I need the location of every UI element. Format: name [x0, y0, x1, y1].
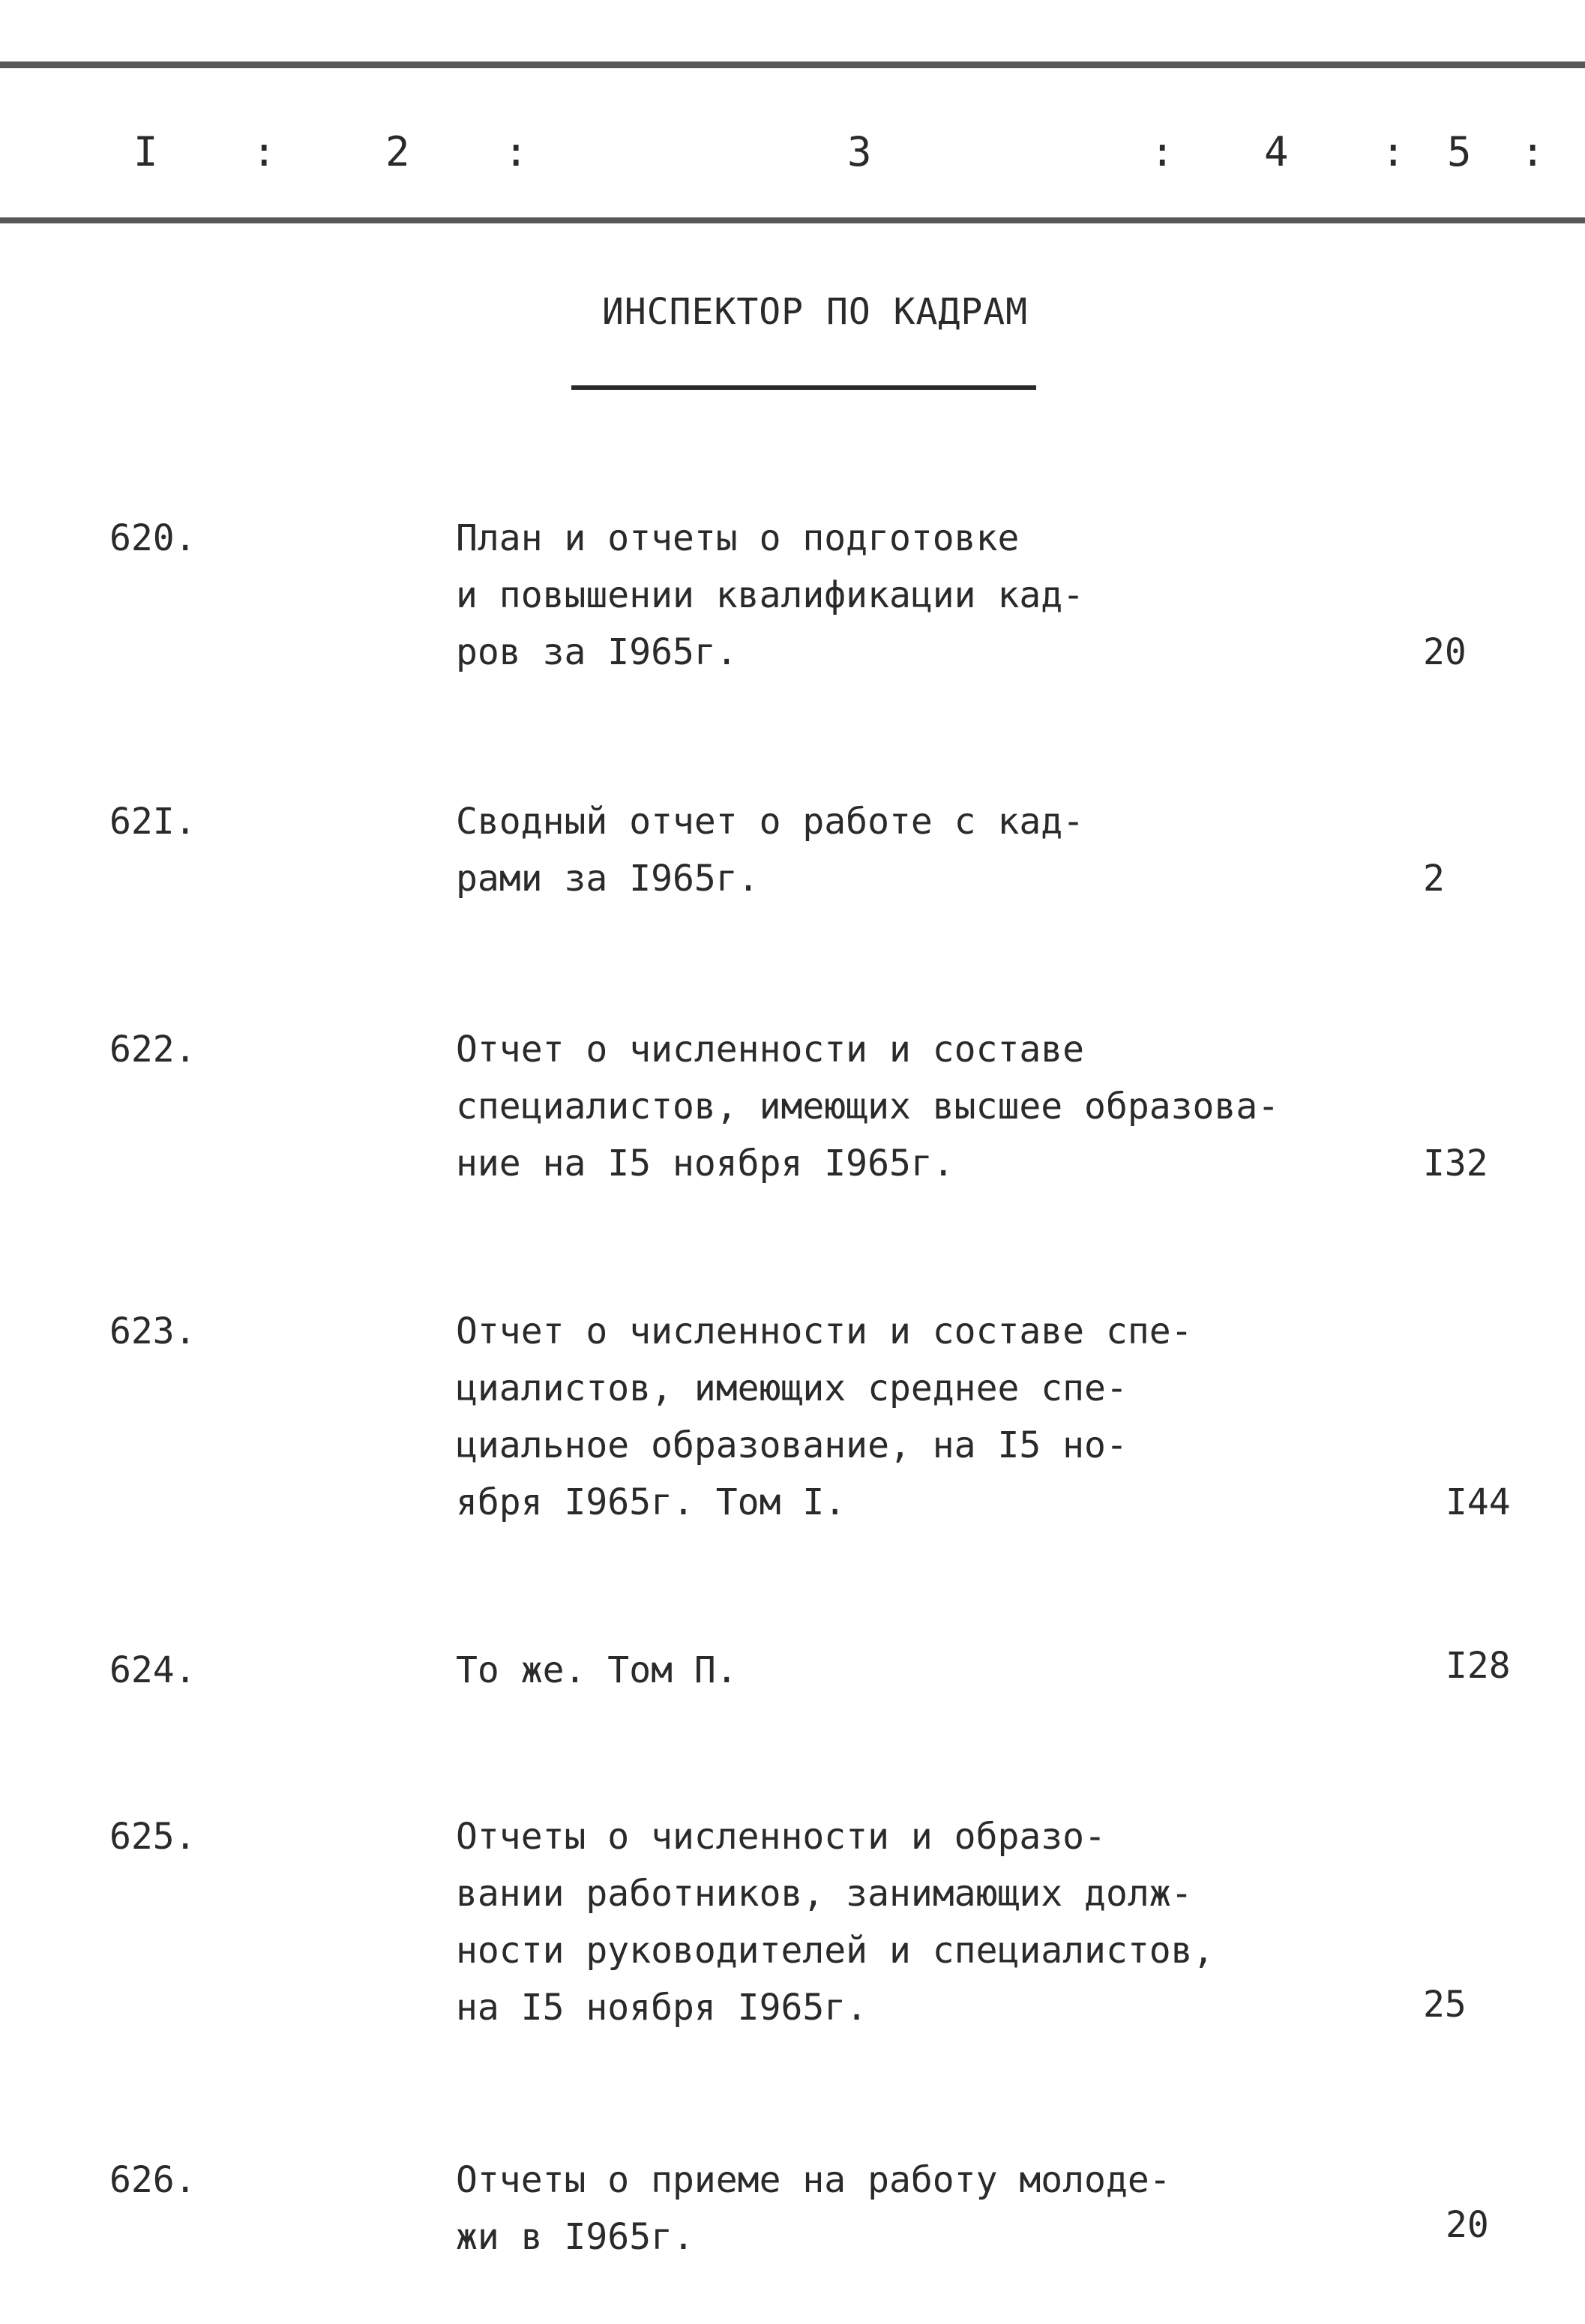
- entry-number: 622.: [109, 1029, 196, 1071]
- entry-line: специалистов, имеющих высшее образова-: [456, 1086, 1280, 1128]
- header-rule-top: [0, 61, 1585, 68]
- entry-line: циальное образование, на I5 но-: [456, 1424, 1128, 1466]
- header-rule-bottom: [0, 217, 1585, 223]
- heading-underline: [571, 385, 1036, 390]
- entry-sheet-count: I32: [1423, 1143, 1488, 1184]
- entry-line: рами за I965г.: [456, 858, 760, 900]
- entry-line: Отчет о численности и составе спе-: [456, 1310, 1193, 1352]
- entry-description: [456, 1808, 1356, 2036]
- column-header-5: 5: [1447, 128, 1472, 175]
- entry-number: 623.: [109, 1310, 196, 1352]
- entry-line: ров за I965г.: [456, 631, 738, 673]
- entry-number: 624.: [109, 1649, 196, 1691]
- entry-line: ября I965г. Том I.: [456, 1481, 846, 1523]
- entry-number: 626.: [109, 2159, 196, 2201]
- entry-description: [456, 1303, 1356, 1531]
- entry-line: Сводный отчет о работе с кад-: [456, 801, 1085, 843]
- entry-line: жи в I965г.: [456, 2216, 694, 2258]
- entry-sheet-count: 20: [1423, 631, 1467, 673]
- entry-description: [456, 2152, 1356, 2266]
- entry-sheet-count: 20: [1446, 2204, 1489, 2246]
- entry-sheet-count: 25: [1423, 1984, 1467, 2026]
- column-separator: :: [252, 128, 277, 175]
- column-separator: :: [1150, 128, 1175, 175]
- column-header-3: 3: [847, 128, 872, 175]
- entry-description: [456, 1642, 1356, 1699]
- entry-line: и повышении квалификации кад-: [456, 574, 1085, 616]
- entry-line: То же. Том П.: [456, 1649, 738, 1691]
- entry-line: Отчеты о приеме на работу молоде-: [456, 2159, 1171, 2201]
- entry-line: ние на I5 ноября I965г.: [456, 1143, 954, 1184]
- entry-sheet-count: 2: [1423, 858, 1445, 900]
- column-separator: :: [1521, 128, 1545, 175]
- column-header-1: I: [133, 128, 158, 175]
- entry-description: [456, 1021, 1356, 1192]
- entry-line: вании работников, занимающих долж-: [456, 1873, 1193, 1915]
- entry-line: ности руководителей и специалистов,: [456, 1930, 1215, 1972]
- entry-sheet-count: I28: [1446, 1645, 1511, 1687]
- column-header-2: 2: [385, 128, 410, 175]
- entry-sheet-count: I44: [1446, 1481, 1511, 1523]
- entry-line: Отчет о численности и составе: [456, 1029, 1085, 1071]
- entry-line: План и отчеты о подготовке: [456, 517, 1020, 559]
- entry-description: [456, 510, 1356, 681]
- entry-line: циалистов, имеющих среднее спе-: [456, 1367, 1128, 1409]
- entry-line: на I5 ноября I965г.: [456, 1987, 868, 2029]
- entry-number: 620.: [109, 517, 196, 559]
- column-separator: :: [504, 128, 529, 175]
- entry-line: Отчеты о численности и образо-: [456, 1816, 1106, 1858]
- entry-number: 62I.: [109, 801, 196, 843]
- section-heading: ИНСПЕКТОР ПО КАДРАМ: [601, 291, 1029, 333]
- column-separator: :: [1381, 128, 1406, 175]
- column-header-4: 4: [1264, 128, 1289, 175]
- entry-number: 625.: [109, 1816, 196, 1858]
- entry-description: [456, 793, 1356, 907]
